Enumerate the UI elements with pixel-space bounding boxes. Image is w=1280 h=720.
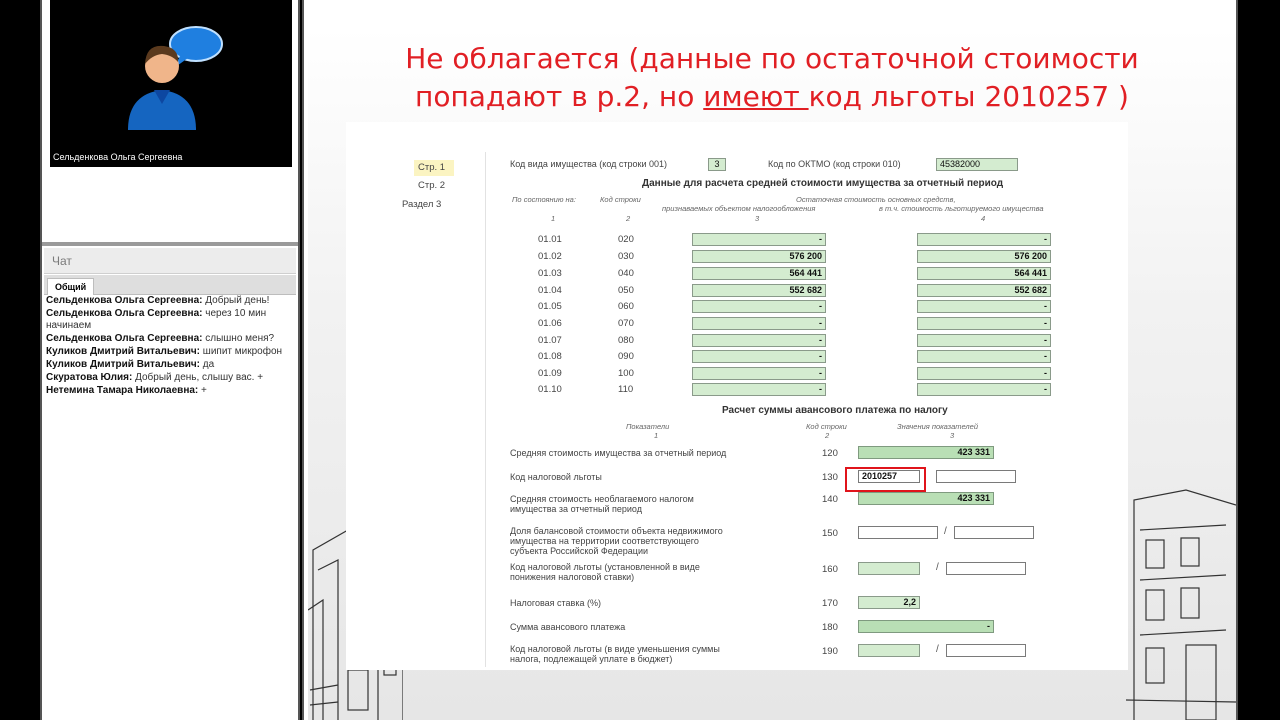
title-underlined: имеют: [703, 80, 809, 113]
chat-text: шипит микрофон: [202, 346, 283, 357]
r160-label-line: понижения налоговой ставки): [510, 572, 635, 582]
r150-label-line: имущества на территории соответствующего: [510, 536, 699, 546]
r130-extra-field[interactable]: [936, 470, 1016, 483]
chat-author: Куликов Дмитрий Витальевич:: [46, 346, 201, 357]
row-date: 01.05: [538, 301, 562, 312]
row-code: 100: [618, 368, 634, 379]
r170-label: Налоговая ставка (%): [510, 598, 601, 608]
r190-field[interactable]: [858, 644, 920, 657]
row-date: 01.09: [538, 368, 562, 379]
r150-label: [510, 526, 723, 556]
r130-field[interactable]: 2010257: [858, 470, 920, 483]
highlight-frame: [845, 467, 926, 492]
presenter-video: [50, 0, 292, 167]
r190-label-line: налога, подлежащей уплате в бюджет): [510, 654, 673, 664]
chat-author: Сельденкова Ольга Сергеевна:: [46, 333, 203, 344]
r120-field[interactable]: 423 331: [858, 446, 994, 459]
r130-code: 130: [822, 472, 838, 483]
oktmo-label: Код по ОКТМО (код строки 010): [768, 159, 901, 169]
row-code: 090: [618, 351, 634, 362]
oktmo-field[interactable]: 45382000: [936, 158, 1018, 171]
slide-title-line1: Не облагается (данные по остаточной стоимости: [405, 42, 1139, 75]
r160-label-line: Код налоговой льготы (установленной в виде: [510, 562, 700, 572]
chat-author: Куликов Дмитрий Витальевич:: [46, 359, 201, 370]
row-date: 01.08: [538, 351, 562, 362]
r140-label-line: Средняя стоимость необлагаемого налогом: [510, 494, 694, 504]
chat-author: Скуратова Юлия:: [46, 372, 133, 383]
r180-label: Сумма авансового платежа: [510, 622, 626, 632]
slide-title-line2: [308, 78, 1236, 116]
presenter-name: Сельденкова Ольга Сергеевна: [53, 152, 183, 162]
left-panel: [40, 0, 300, 720]
r150-denominator[interactable]: [954, 526, 1034, 539]
chat-author: Сельденкова Ольга Сергеевна:: [46, 295, 203, 306]
r150-slash: /: [944, 526, 947, 537]
row-date: 01.07: [538, 335, 562, 346]
row-value-3[interactable]: -: [692, 233, 826, 246]
row-value-4[interactable]: -: [917, 383, 1051, 396]
row-value-4[interactable]: 552 682: [917, 284, 1051, 297]
row-value-4[interactable]: -: [917, 233, 1051, 246]
r130-label: Код налоговой льготы: [510, 472, 602, 482]
r140-code: 140: [822, 494, 838, 505]
r150-label-line: Доля балансовой стоимости объекта недвижимого: [510, 526, 723, 536]
s2-ind-header: Показатели: [626, 422, 670, 431]
r180-code: 180: [822, 622, 838, 633]
nav-page-1[interactable]: Стр. 1: [414, 160, 454, 176]
row-date: 01.01: [538, 234, 562, 245]
row-date: 01.06: [538, 318, 562, 329]
row-code: 020: [618, 234, 634, 245]
row-value-4[interactable]: -: [917, 300, 1051, 313]
chat-text: да: [202, 359, 215, 370]
row-value-4[interactable]: 564 441: [917, 267, 1051, 280]
row-code: 070: [618, 318, 634, 329]
row-value-3[interactable]: 576 200: [692, 250, 826, 263]
row-value-3[interactable]: -: [692, 350, 826, 363]
r190-code: 190: [822, 646, 838, 657]
row-value-4[interactable]: -: [917, 350, 1051, 363]
col-num: 1: [551, 214, 556, 223]
chat-text: Добрый день!: [205, 295, 270, 306]
section2-title: Расчет суммы авансового платежа по налогу: [722, 405, 948, 416]
row-date: 01.03: [538, 268, 562, 279]
row-value-3[interactable]: -: [692, 367, 826, 380]
row-code: 060: [618, 301, 634, 312]
col-date-header: По состоянию на:: [512, 195, 576, 204]
row-code: 110: [618, 384, 634, 395]
title-part: попадают в р.2, но: [415, 80, 704, 113]
col-num: 4: [981, 214, 986, 223]
presentation-slide: [308, 28, 1236, 720]
r160-label: [510, 562, 700, 582]
r190-extra-field[interactable]: [946, 644, 1026, 657]
row-value-3[interactable]: 552 682: [692, 284, 826, 297]
property-code-field[interactable]: 3: [708, 158, 726, 171]
chat-text: через 10 мин начинаем: [46, 308, 267, 331]
row-date: 01.02: [538, 251, 562, 262]
chat-tab-general[interactable]: Общий: [47, 278, 94, 295]
row-date: 01.10: [538, 384, 562, 395]
r170-code: 170: [822, 598, 838, 609]
slide-title: [308, 40, 1236, 116]
chat-message: [46, 385, 296, 397]
chat-message: [46, 295, 296, 307]
r190-label-line: Код налоговой льготы (в виде уменьшения суммы: [510, 644, 720, 654]
s2-val-header: Значения показателей: [897, 422, 979, 431]
r170-field[interactable]: 2,2: [858, 596, 920, 609]
col-num: 2: [825, 431, 830, 440]
r190-slash: /: [936, 644, 939, 655]
slide-frame: [302, 0, 1238, 720]
r140-field[interactable]: 423 331: [858, 492, 994, 505]
chat-author: Нетемина Тамара Николаевна:: [46, 385, 199, 396]
section1-title: Данные для расчета средней стоимости имущества за отчетный период: [642, 178, 1004, 189]
col-residual-header: Остаточная стоимость основных средств,: [796, 195, 956, 204]
chat-message: [46, 346, 296, 358]
r150-code: 150: [822, 528, 838, 539]
chat-author: Сельденкова Ольга Сергеевна:: [46, 308, 203, 319]
chat-message: [46, 308, 296, 332]
chat-text: слышно меня?: [205, 333, 275, 344]
nav-page-2[interactable]: Стр. 2: [418, 180, 446, 191]
r180-field[interactable]: -: [858, 620, 994, 633]
panel-separator[interactable]: [42, 242, 298, 246]
chat-header: Чат: [44, 248, 296, 274]
chat-message: [46, 372, 296, 384]
property-code-label: Код вида имущества (код строки 001): [510, 159, 668, 169]
row-value-3[interactable]: -: [692, 334, 826, 347]
r160-field[interactable]: [858, 562, 920, 575]
col-num: 1: [654, 431, 659, 440]
row-code: 080: [618, 335, 634, 346]
row-value-4[interactable]: -: [917, 367, 1051, 380]
row-value-4[interactable]: -: [917, 334, 1051, 347]
row-value-3[interactable]: -: [692, 317, 826, 330]
row-value-3[interactable]: -: [692, 383, 826, 396]
row-value-4[interactable]: -: [917, 317, 1051, 330]
col-num: 2: [626, 214, 631, 223]
chat-tabs: [44, 275, 296, 295]
col-residual-header2: признаваемых объектом налогообложения: [662, 204, 816, 213]
r160-extra-field[interactable]: [946, 562, 1026, 575]
col-incl-header: в т.ч. стоимость льготируемого имущества: [879, 204, 1044, 213]
row-date: 01.04: [538, 285, 562, 296]
col-num: 3: [755, 214, 760, 223]
s2-code-header: Код строки: [806, 422, 847, 431]
r140-label-line: имущества за отчетный период: [510, 504, 642, 514]
chat-message: [46, 359, 296, 371]
nav-section-3[interactable]: Раздел 3: [402, 199, 442, 210]
presenter-avatar-icon: [124, 22, 224, 132]
r150-label-line: субъекта Российской Федерации: [510, 546, 649, 556]
city-sketch-right: [1126, 470, 1236, 720]
row-code: 040: [618, 268, 634, 279]
row-value-3[interactable]: -: [692, 300, 826, 313]
r120-label: Средняя стоимость имущества за отчетный период: [510, 448, 727, 458]
row-value-4[interactable]: 576 200: [917, 250, 1051, 263]
r150-numerator[interactable]: [858, 526, 938, 539]
chat-messages: [46, 295, 296, 398]
declaration-form-screenshot: [346, 122, 1128, 670]
r190-label: [510, 644, 720, 664]
row-code: 030: [618, 251, 634, 262]
r140-label: [510, 494, 694, 514]
chat-text: +: [201, 385, 207, 396]
chat-message: [46, 333, 296, 345]
r120-code: 120: [822, 448, 838, 459]
row-value-3[interactable]: 564 441: [692, 267, 826, 280]
col-num: 3: [950, 431, 955, 440]
row-code: 050: [618, 285, 634, 296]
r160-code: 160: [822, 564, 838, 575]
col-code-header: Код строки: [600, 195, 641, 204]
chat-text: Добрый день, слышу вас. +: [135, 372, 264, 383]
form-nav: [402, 152, 486, 667]
title-part: код льготы 2010257 ): [808, 80, 1129, 113]
r160-slash: /: [936, 562, 939, 573]
